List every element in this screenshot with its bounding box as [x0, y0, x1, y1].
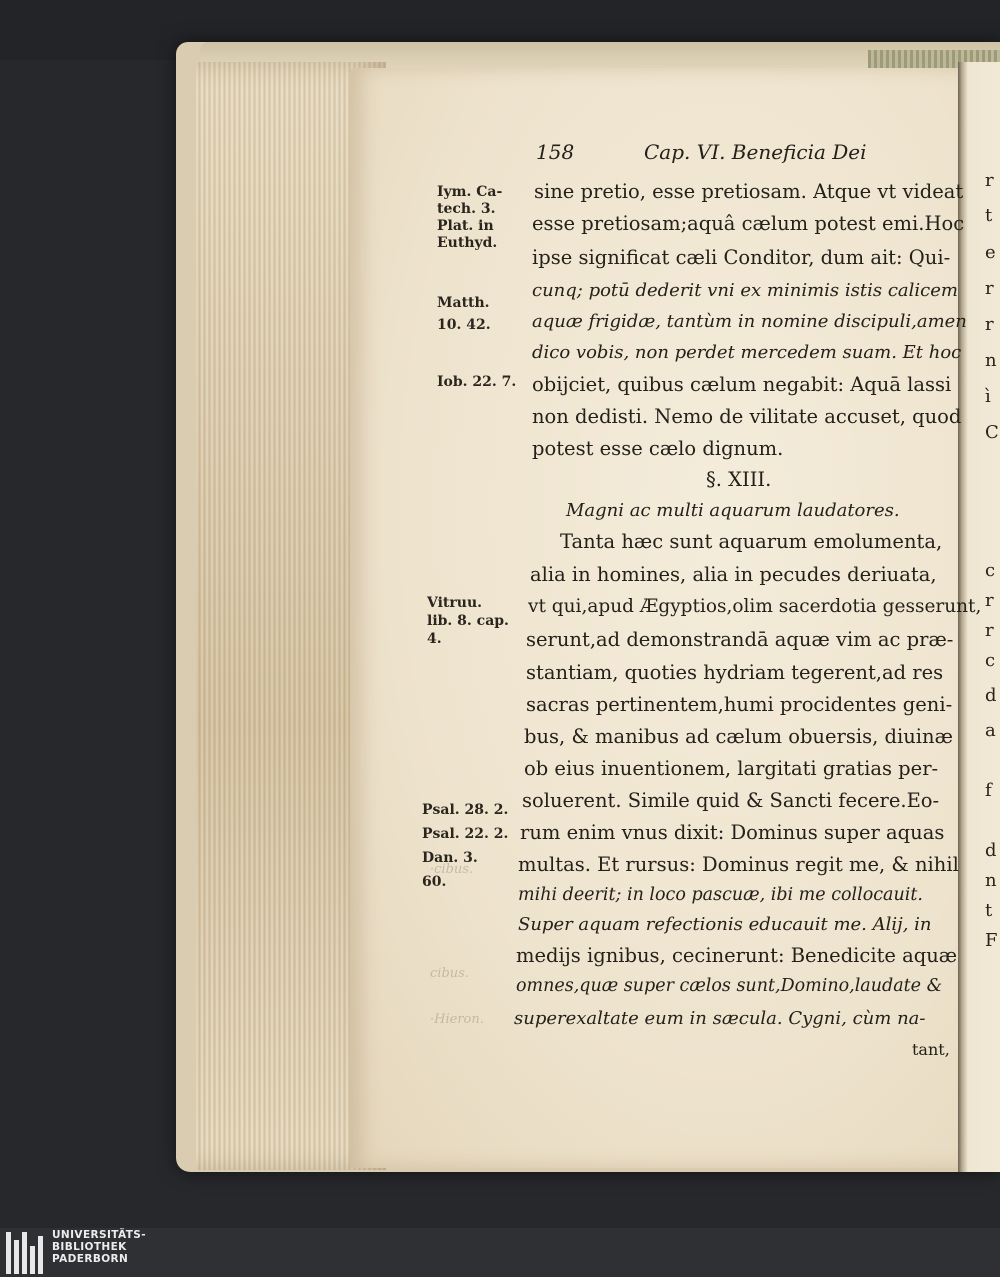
margin-note: Iym. Ca- tech. 3. Plat. in Euthyd.	[437, 184, 503, 251]
text-line: Super aquam refectionis educauit me. Alij, in	[518, 914, 932, 935]
text-line: mihi deerit; in loco pascuæ, ibi me collocauit.	[518, 885, 923, 905]
margin-note: Psal. 28. 2. Psal. 22. 2. Dan. 3. 60.	[422, 802, 509, 890]
text-line: aquæ frigidæ, tantùm in nomine discipuli,amen	[532, 311, 967, 332]
text-line: vt qui,apud Ægyptios,olim sacerdotia gesserunt,	[528, 596, 982, 617]
page-number: 158	[536, 140, 575, 164]
text-line: potest esse cælo dignum.	[532, 437, 784, 460]
margin-note: Iob. 22. 7.	[437, 374, 517, 390]
text-line: sine pretio, esse pretiosam. Atque vt videat	[534, 180, 964, 203]
text-line: ob eius inuentionem, largitati gratias per-	[524, 757, 939, 780]
text-line: rum enim vnus dixit: Dominus super aquas	[520, 821, 945, 844]
text-line: dico vobis, non perdet mercedem suam. Et hoc	[532, 342, 962, 363]
text-line: esse pretiosam;aquâ cælum potest emi.Hoc	[532, 212, 965, 235]
running-title: Cap. VI. Beneficia Dei	[644, 140, 867, 164]
text-line: Tanta hæc sunt aquarum emolumenta,	[560, 530, 943, 553]
text-line: cunq; potū dederit vni ex minimis istis calicem	[532, 280, 958, 301]
text-line: stantiam, quoties hydriam tegerent,ad res	[526, 661, 944, 684]
text-line: non dedisti. Nemo de vilitate accuset, quod	[532, 405, 962, 428]
bleed-through-text: cibus.	[430, 966, 469, 981]
text-line: ipse significat cæli Conditor, dum ait: Qui-	[532, 246, 951, 269]
library-logo-icon	[6, 1232, 48, 1274]
section-subtitle: Magni ac multi aquarum laudatores.	[566, 500, 900, 521]
margin-note: Matth. 10. 42.	[437, 295, 491, 333]
text-line: omnes,quæ super cælos sunt,Domino,laudate &	[516, 976, 943, 996]
text-line: sacras pertinentem,humi procidentes geni-	[526, 693, 953, 716]
library-logo-text: UNIVERSITÄTS- BIBLIOTHEK PADERBORN	[52, 1229, 147, 1265]
section-heading: §. XIII.	[706, 468, 772, 491]
margin-note: Vitruu. lib. 8. cap. 4.	[427, 595, 509, 647]
bleed-through-text: ·Hieron.	[430, 1012, 484, 1027]
next-page-edge-text: r t e r r n ì C c r r c d a f d n t F	[985, 170, 999, 951]
text-line: bus, & manibus ad cælum obuersis, diuinæ	[524, 725, 953, 748]
text-line: multas. Et rursus: Dominus regit me, & nihil	[518, 853, 959, 876]
text-line: alia in homines, alia in pecudes deriuata,	[530, 563, 937, 586]
text-line: superexaltate eum in sæcula. Cygni, cùm na-	[514, 1008, 926, 1029]
text-line: soluerent. Simile quid & Sancti fecere.Eo-	[522, 789, 940, 812]
catchword: tant,	[912, 1040, 950, 1059]
bleed-through-text: ·cibus.	[430, 862, 474, 877]
text-line: obijciet, quibus cælum negabit: Aquā lassi	[532, 373, 952, 396]
text-line: serunt,ad demonstrandā aquæ vim ac præ-	[526, 628, 954, 651]
text-line: medijs ignibus, cecinerunt: Benedicite aquæ	[516, 944, 958, 967]
